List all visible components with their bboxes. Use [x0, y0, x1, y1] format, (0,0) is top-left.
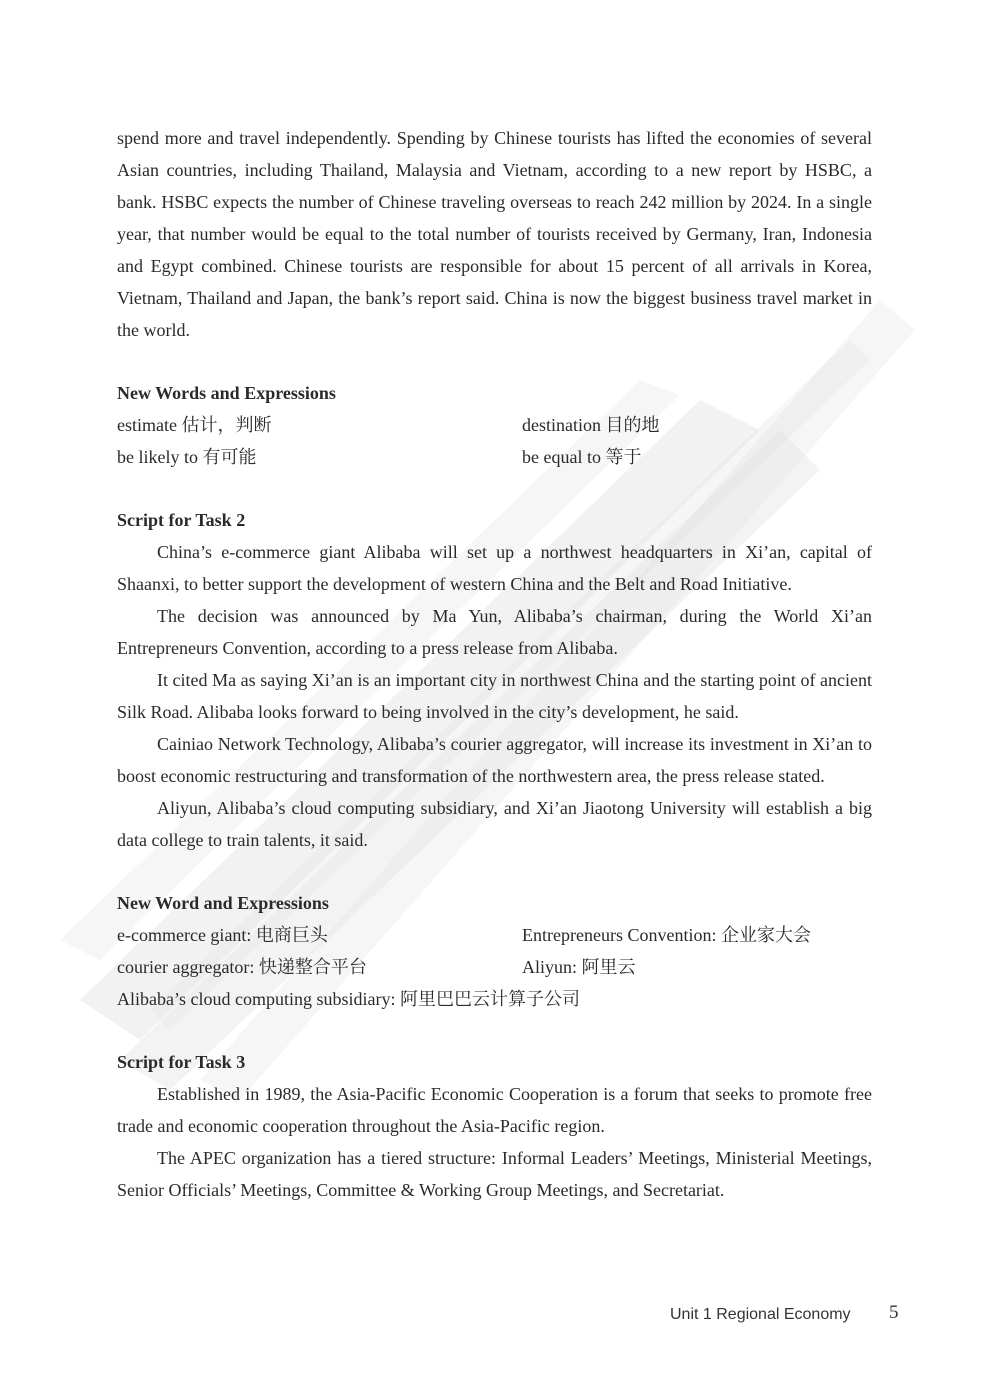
page-content: [117, 122, 872, 1206]
vocab-heading-1: New Words and Expressions: [117, 383, 336, 403]
vocab-heading-2: New Word and Expressions: [117, 893, 329, 913]
vocab-row: [117, 951, 872, 983]
task3-paragraph: Established in 1989, the Asia-Pacific Economic Cooperation is a forum that seeks to promote free trade and economic cooperation throughout the Asia-Pacific region.: [117, 1084, 872, 1136]
vocab-term: courier aggregator: 快递整合平台: [117, 957, 367, 977]
task3-paragraph: The APEC organization has a tiered structure: Informal Leaders’ Meetings, Ministerial Meetings, Senior Officials’ Meetings, Committee & Working Group Meetings, and Secretariat.: [117, 1148, 872, 1200]
running-footer: Unit 1 Regional Economy: [670, 1306, 851, 1323]
intro-paragraph: spend more and travel independently. Spending by Chinese tourists has lifted the economies of several Asian countries, including Thailand, Malaysia and Vietnam, according to a new report by HSBC, a bank. HSBC expects the number of Chinese traveling overseas to reach 242 million by 2024. In a single year, that number would be equal to the total number of tourists received by Germany, Iran, Indonesia and Egypt combined. Chinese tourists are responsible for about 15 percent of all arrivals in Korea, Vietnam, Thailand and Japan, the bank’s report said. China is now the biggest business travel market in the world.: [117, 128, 872, 340]
task2-paragraph: China’s e-commerce giant Alibaba will set up a northwest headquarters in Xi’an, capital of Shaanxi, to better support the development of western China and the Belt and Road Initiative.: [117, 542, 872, 594]
vocab-row: [117, 441, 872, 473]
vocab-term: Entrepreneurs Convention: 企业家大会: [522, 925, 811, 945]
task2-paragraph: Cainiao Network Technology, Alibaba’s courier aggregator, will increase its investment in Xi’an to boost economic restructuring and transformation of the northwestern area, the press release stated.: [117, 734, 872, 786]
page-number: 5: [889, 1302, 899, 1323]
vocab-row: [117, 983, 872, 1015]
vocab-term: estimate 估计，判断: [117, 415, 272, 435]
task2-paragraph: The decision was announced by Ma Yun, Alibaba’s chairman, during the World Xi’an Entrepreneurs Convention, according to a press release from Alibaba.: [117, 606, 872, 658]
vocab-term: be likely to 有可能: [117, 447, 257, 467]
vocab-term: Aliyun: 阿里云: [522, 957, 636, 977]
vocab-term: e-commerce giant: 电商巨头: [117, 925, 328, 945]
vocab-row: [117, 409, 872, 441]
vocab-term: destination 目的地: [522, 415, 660, 435]
task2-paragraph: Aliyun, Alibaba’s cloud computing subsidiary, and Xi’an Jiaotong University will establish a big data college to train talents, it said.: [117, 798, 872, 850]
vocab-row: [117, 919, 872, 951]
vocab-term: be equal to 等于: [522, 447, 642, 467]
vocab-term: Alibaba’s cloud computing subsidiary: 阿里巴巴云计算子公司: [117, 989, 580, 1009]
task2-paragraph: It cited Ma as saying Xi’an is an important city in northwest China and the starting point of ancient Silk Road. Alibaba looks forward to being involved in the city’s development, he said.: [117, 670, 872, 722]
task2-heading: Script for Task 2: [117, 510, 246, 530]
task3-heading: Script for Task 3: [117, 1052, 246, 1072]
